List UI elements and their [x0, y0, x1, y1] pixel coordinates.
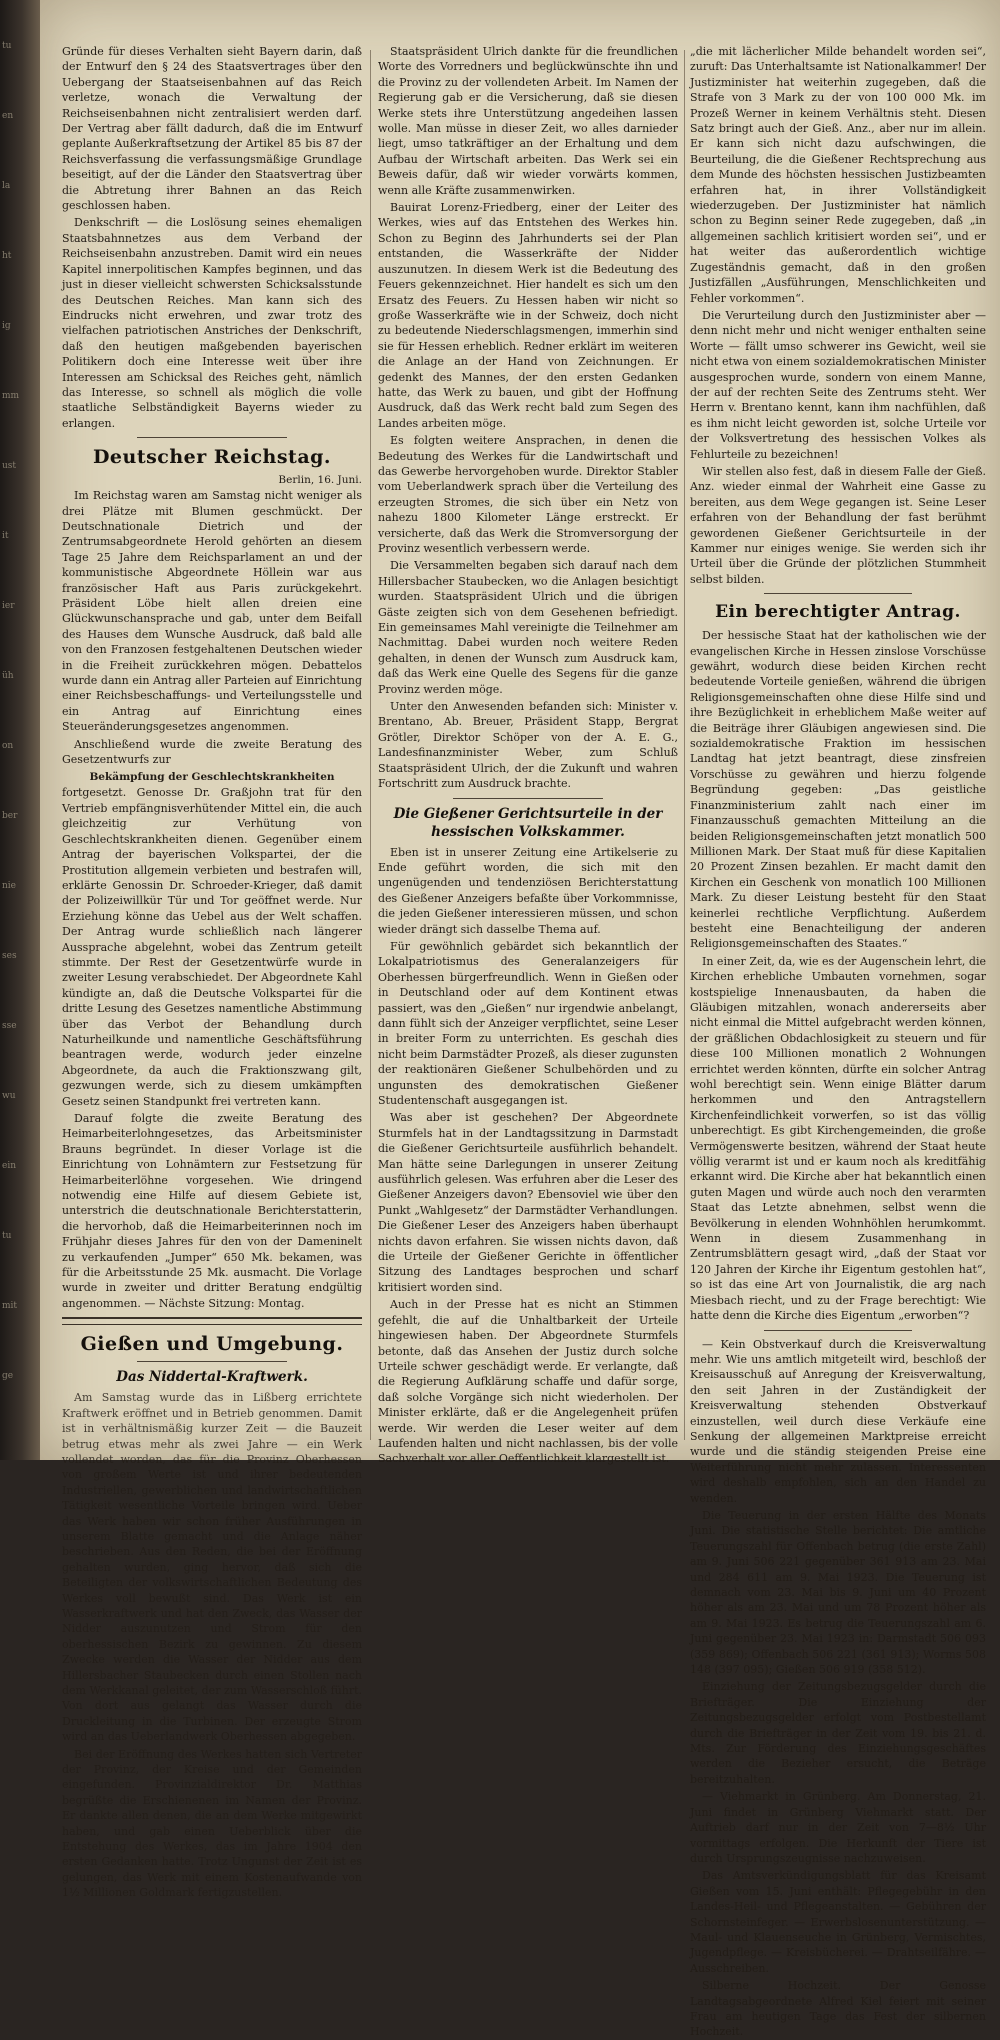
article-text: Die Versammelten begaben sich darauf nach dem Hillersbacher Staubecken, wo die Anlagen besichtigt wurden. Staatspräsident Ulrich und die übrigen Gäste zeigten sich von dem Gesehenen befriedigt. Ein gemeinsames Mahl vereinigte die Teilnehmer am Nachmittag. Dabei wurden noch weitere Reden gehalten, in denen der Wunsch zum Ausdruck kam, daß das Werk eine Quelle des Segens für die ganze Provinz werden möge. — [378, 559, 678, 696]
column-middle — [378, 44, 678, 1466]
spine-text-fragment: ge — [2, 1371, 14, 1381]
spine-text-fragment: ust — [2, 461, 17, 471]
subheading: Bekämpfung der Geschlechtskrankheiten — [89, 771, 335, 784]
article-text: Der hessische Staat hat der katholischen wie der evangelischen Kirche in Hessen zinslose Vorschüsse gewährt, wodurch diese beiden Kirchen recht bedeutende Vorteile genießen, während die übrigen Religionsgemeinschaften ohne diese Hilfe sind und ihre Bezüglichkeit in erheblichem Maße weiter auf die Beiträge ihrer Gläubigen angewiesen sind. Die sozialdemokratische Fraktion im hessischen Landtag hat jetzt beantragt, diese zinsfreien Vorschüsse zu gewähren und hierzu folgende Begründung gegeben: „Das geistliche Finanzministerium zahlt nach einer im Finanzausschuß gemachten Mitteilung an die beiden Religionsgemeinschaften jetzt monatlich 500 Millionen Mark. Der Staat muß für diese Kapitalien 20 Prozent Zinsen bezahlen. Er macht damit den Kirchen ein Geschenk von monatlich 100 Millionen Mark. Zu dieser Leistung besteht für den Staat keinerlei rechtliche Verpflichtung. Außerdem besteht eine Benachteiligung der anderen Religionsgemeinschaften des Staates.“ — [690, 629, 986, 951]
newspaper-page — [40, 0, 1000, 2039]
news-item: — Viehmarkt in Grünberg. Am Donnerstag, 21. Juni findet in Grünberg Viehmarkt statt. Der Auftrieb darf nur in der Zeit von 7—8½ Uhr vormittags erfolgen. Die Herkunft der Tiere ist durch Ursprungszeugnisse nachzuweisen. — [690, 1790, 986, 1865]
column-right — [690, 44, 986, 2039]
article-text: Bauirat Lorenz-Friedberg, einer der Leiter des Werkes, wies auf das Entstehen des Werkes hin. Schon zu Beginn des Jahrhunderts sei der Plan entstanden, die Wasserkräfte der Nidder auszunutzen. In diesem Werk ist die Bedeutung des Feuers gekennzeichnet. Hier handelt es sich um den Ersatz des Feuers. Zu Hessen haben wir nicht so große Wasserkräfte wie in der Schweiz, doch nicht zu bedeutende Niederschlagsmengen, immerhin sind sie für Hessen erheblich. Redner erklärt im weiteren die Anlage an der Hand von Zeichnungen. Er gedenkt des Mannes, der den ersten Gedanken hatte, das Werk zu bauen, und gibt der Hoffnung Ausdruck, daß das Werk recht bald zum Segen des Landes arbeiten möge. — [378, 201, 678, 430]
spine-text-fragment: nie — [2, 881, 17, 891]
separator — [137, 437, 287, 438]
spine-text-fragment: ht — [2, 251, 12, 261]
separator — [137, 1361, 287, 1362]
article-text: Gründe für dieses Verhalten sieht Bayern darin, daß der Entwurf den § 24 des Staatsvertrages über den Uebergang der Staatseisenbahnen auf das Reich verletze, wonach die Verwaltung der Reichseisenbahnen nicht zentralisiert werden darf. Der Vertrag aber fällt dadurch, daß die im Entwurf geplante Außerkraftsetzung der Artikel 85 bis 87 der Reichsverfassung die verfassungsmäßige Grundlage beseitigt, auf der die Länder den Staatsvertrag über die Abtretung ihrer Bahnen an das Reich geschlossen haben. — [62, 45, 362, 213]
spine-text-fragment: üh — [2, 671, 14, 681]
article-text: Anschließend wurde die zweite Beratung des Gesetzentwurfs zur — [62, 737, 362, 767]
section-heading-reichstag: Deutscher Reichstag. — [92, 446, 332, 469]
separator — [453, 798, 603, 799]
news-item: — Kein Obstverkauf durch die Kreisverwaltung mehr. Wie uns amtlich mitgeteilt wird, beschloß der Kreisausschuß auf Anregung der Kreisverwaltung, den seit Jahren in der Zuständigkeit der Kreisverwaltung stehenden Obstverkauf einzustellen, weil durch diese Verkäufe eine Senkung der allgemeinen Marktpreise erreicht wurde und die ständig steigenden Preise eine Weiterführung nicht mehr zulassen. Interessenten wird deshalb empfohlen, sich an den Handel zu wenden. — [690, 1337, 986, 1505]
article-text: Unter den Anwesenden befanden sich: Minister v. Brentano, Ab. Breuer, Präsident Stapp, Bergrat Grötler, Direktor Schöper von der A. E. G., Landesfinanzminister Weber, zum Schluß Staatspräsident Ulrich, der die Zukunft und wahren Fortschritt zum Ausdruck brachte. — [378, 700, 678, 791]
article-heading-nidder: Das Niddertal-Kraftwerk. — [116, 1369, 308, 1386]
spine-text-fragment: it — [2, 531, 9, 541]
article-text: „die mit lächerlicher Milde behandelt worden sei“, zuruft: Das Unterhaltsamte ist Nationalkammer! Der Justizminister hat weiterhin zugegeben, daß die Strafe von 3 Mark zu der von 100 000 Mk. im Prozeß Werner in keinem Verhältnis steht. Diesen Satz bringt auch der Gieß. Anz., aber nur im allein. Er kann sich nicht dazu aufschwingen, die Beurteilung, die die Gießener Rechtsprechung aus dem Munde des höchsten hessischen Justizbeamten erfahren hat, in ihrer Vollständigkeit wiederzugeben. Der Justizminister hat nämlich schon zu Beginn seiner Rede zugegeben, daß „in allgemeinen sachlich kritisiert worden sei“, und er hat weiter das außerordentlich wichtige Zugeständnis gemacht, daß in den großen Justizfällen „Ausführungen, Menschlichkeiten und Fehler vorkommen“. — [690, 45, 986, 305]
dateline: Berlin, 16. Juni. — [278, 474, 362, 487]
article-text: In einer Zeit, da, wie es der Augenschein lehrt, die Kirchen erhebliche Umbauten vornehmen, sogar kostspielige Innenausbauten, da haben die Gläubigen mitzahlen, wonach andererseits aber nicht einmal die Mittel aufgebracht werden können, der gräßlichen Obdachlosigkeit zu steuern und für diese 100 Millionen monatlich 2 Wohnungen errichtet werden könnten, dürfte ein solcher Antrag wohl berechtigt sein. Wenn einige Blätter darum herkommen und den Antragstellern Kirchenfeindlichkeit vorwerfen, so ist das völlig unberechtigt. Es gibt Kirchengemeinden, die große Vermögenswerte besitzen, während der Staat heute völlig verarmt ist und er kaum noch als kreditfähig erkannt wird. Die Kirche aber hat bekanntlich einen guten Magen und würde auch noch den verarmten Staat das Letzte abnehmen, selbst wenn die Bevölkerung in elenden Wohnhöhlen herumkommt. Wenn in diesem Zusammenhang in Zentrumsblättern gesagt wird, „daß der Staat vor 120 Jahren der Kirche ihr Eigentum gestohlen hat“, so ist das eine Art von Journalistik, die arg nach Miesbach riecht, und zu der Frage berechtigt: Wie hatte denn die Kirche dies Eigentum „erworben“? — [690, 954, 986, 1323]
article-text: Staatspräsident Ulrich dankte für die freundlichen Worte des Vorredners und beglückwünschte ihn und die Provinz zu der vollendeten Arbeit. Im Namen der Regierung gab er die Versicherung, daß sie diesen Werke stets ihre Unterstützung angedeihen lassen wolle. Man müsse in dieser Zeit, wo alles darnieder liegt, umso tatkräftiger an der Erhaltung und dem Aufbau der Wirtschaft arbeiten. Das Werk sei ein Beweis dafür, daß wir wieder vorwärts kommen, wenn alle Kräfte zusammenwirken. — [378, 45, 678, 197]
article-text: Denkschrift — die Loslösung seines ehemaligen Staatsbahnnetzes aus dem Verband der Reichseisenbahn anzustreben. Damit wird ein neues Kapitel innerpolitischen Kampfes beginnen, und das just in dieser vielleicht schwersten Schicksalsstunde des Deutschen Reiches. Man kann sich des Eindrucks nicht erwehren, und zwar trotz des vielfachen patriotischen Anstriches der Denkschrift, daß den heutigen maßgebenden bayerischen Politikern doch eine Interesse weit über ihre Interessen am Schicksal des Reiches geht, nämlich das Interesse, so schnell als möglich die volle staatliche Selbständigkeit Bayerns wieder zu erlangen. — [62, 216, 362, 430]
article-text: Wir stellen also fest, daß in diesem Falle der Gieß. Anz. wieder einmal der Wahrheit eine Gasse zu bereiten, aus dem Wege gegangen ist. Seine Leser erfahren von der Behandlung der fast berühmt gewordenen Gießener Gerichtsurteile in der Kammer nur einiges wenige. Sie werden sich ihr Urteil über die Gründe der plötzlichen Stummheit selbst bilden. — [690, 464, 986, 586]
spine-text-fragment: tu — [2, 41, 12, 51]
spine-text-fragment: wu — [2, 1091, 16, 1101]
spine-text-fragment: mit — [2, 1301, 18, 1311]
section-heading-antrag: Ein berechtigter Antrag. — [715, 602, 961, 623]
news-item: Das Amtsverkündigungsblatt für das Kreisamt Gießen vom 15. Juni enthält: Pflegegebühr in den Landes-Heil- und Pflegeanstalten. — Gebühren der Schornsteinfeger. — Erwerbslosenunterstützung. — Maul- und Klauenseuche in Grünberg, Vermischtes, Jugendpflege. — Kreisbücherei. — Drahtseilfähre. — Ausschreiben. — [690, 1869, 986, 1975]
article-heading-urteile: Die Gießener Gerichtsurteile in der hessischen Volkskammer. — [393, 805, 663, 840]
spine-text-fragment: ig — [2, 321, 11, 331]
article-text: Was aber ist geschehen? Der Abgeordnete Sturmfels hat in der Landtagssitzung in Darmstadt die Gießener Gerichtsurteile ausführlich behandelt. Man hätte seine Darlegungen in unserer Zeitung ausführlich gelesen. Was erfuhren aber die Leser des Gießener Anzeigers davon? Ebensoviel wie über den Punkt „Wahlgesetz“ der Darmstädter Verhandlungen. Die Gießener Leser des Anzeigers haben überhaupt nichts davon erfahren. Sie wissen nichts davon, daß die Urteile der Gießener Gerichte in öffentlicher Sitzung des Landtages besprochen und scharf kritisiert worden sind. — [378, 1111, 678, 1294]
spine-text-fragment: ier — [2, 601, 15, 611]
spine-text-fragment: ber — [2, 811, 18, 821]
section-heading-giessen: Gießen und Umgebung. — [80, 1333, 344, 1356]
column-divider — [370, 50, 371, 1440]
separator — [764, 593, 912, 594]
article-text: Im Reichstag waren am Samstag nicht weniger als drei Plätze mit Blumen geschmückt. Der Deutschnationale Dietrich und der Zentrumsabgeordnete Herold gehörten an diesem Tage 25 Jahre dem Reichsparlament an und der kommunistische Abgeordnete Höllein war aus französischer Haft aus Paris zurückgekehrt. Präsident Löbe hielt allen dreien eine Glückwunschansprache und gab, unter dem Beifall des Hauses dem Wunsche Ausdruck, daß bald alle von den Franzosen festgehaltenen Deutschen wieder in die Freiheit zurückkehren mögen. Debattelos wurde dann ein Antrag aller Parteien auf Einrichtung einer Reichsbeschaffungs- und Verteilungsstelle und ein Antrag auf Einrichtung eines Steueränderungsgesetzes angenommen. — [62, 489, 362, 734]
news-item: Silberne Hochzeit. Der Genosse Landtagsabgeordnete Alfred Kiel feiert mit seiner Frau am heutigen Tage das Fest der silbernen Hochzeit. — [690, 1979, 986, 2039]
spine-text-fragment: sse — [2, 1021, 17, 1031]
article-text: Die Verurteilung durch den Justizminister aber — denn nicht mehr und nicht weniger enthalten seine Worte — fällt umso schwerer ins Gewicht, weil sie nicht etwa von einem sozialdemokratischen Minister ausgesprochen wurde, sondern von einem Manne, der auf der rechten Seite des Zentrums steht. Wer Herrn v. Brentano kennt, kann ihm nachfühlen, daß es ihm nicht leicht geworden ist, solche Urteile vor der Volksvertretung des hessischen Volkes als Fehlurteile zu bezeichnen! — [690, 308, 986, 461]
spine-text-fragment: en — [2, 111, 14, 121]
article-text: Es folgten weitere Ansprachen, in denen die Bedeutung des Werkes für die Landwirtschaft und das Gewerbe hervorgehoben wurde. Direktor Stabler vom Ueberlandwerk sprach über die Verteilung des erzeugten Stromes, die sich über ein Netz von nahezu 1800 Kilometer Länge erstreckt. Er versicherte, daß das Werk die Stromversorgung der Provinz wesentlich verbessern werde. — [378, 434, 678, 555]
book-spine-edge — [0, 0, 40, 1460]
article-text: Auch in der Presse hat es nicht an Stimmen gefehlt, die auf die Unhaltbarkeit der Urteile hingewiesen haben. Der Abgeordnete Sturmfels betonte, daß das Ansehen der Justiz durch solche Urteile schwer geschädigt werde. Er verlangte, daß die Regierung Aufklärung schaffe und dafür sorge, daß solche Vorgänge sich nicht wiederholen. Der Minister erklärte, daß er die Angelegenheit prüfen werde. Wir werden die Leser weiter auf dem Laufenden halten und nicht nachlassen, bis der volle Sachverhalt vor aller Oeffentlichkeit klargestellt ist. — [378, 1298, 678, 1466]
separator — [764, 1330, 912, 1331]
article-text: Für gewöhnlich gebärdet sich bekanntlich der Lokalpatriotismus des Generalanzeigers für Oberhessen bürgerfreundlich. Wenn in Gießen oder in Deutschland oder auf dem Kontinent etwas passiert, was den „Gießen“ nur irgendwie anbelangt, dann fühlt sich der Anzeiger verpflichtet, seine Leser in breiter Form zu unterrichten. Es geschah dies nicht beim Darmstädter Prozeß, als dieser zugunsten der reaktionären Gießener Schulbehörden und zu ungunsten des demokratischen Gießener Studentenschaft ausgegangen ist. — [378, 939, 678, 1107]
column-divider — [684, 50, 685, 1440]
spine-text-fragment: ein — [2, 1161, 17, 1171]
spine-text-fragment: tu — [2, 1231, 12, 1241]
news-item: Einziehung der Zeitungsbezugsgelder durch die Briefträger. Die Einziehung der Zeitungsbezugsgelder erfolgt vom Postbestellamt durch die Briefträger in der Zeit vom 19. bis 21. d. Mts. Zur Förderung des Einziehungsgeschäftes werden die Bezieher ersucht, die Beträge bereitzuhalten. — [690, 1680, 986, 1786]
spine-text-fragment: ses — [2, 951, 17, 961]
article-text: Darauf folgte die zweite Beratung des Heimarbeiterlohngesetzes, das Arbeitsminister Brauns begründet. In dieser Vorlage ist die Einrichtung von Lohnämtern zur Festsetzung für Heimarbeiterlöhne vorgesehen. Wie dringend notwendig eine Hilfe auf diesem Gebiete ist, unterstrich die deutschnationale Berichterstatterin, die hervorhob, daß die Heimarbeiterinnen noch im Frühjahr dieses Jahres für den von der Dameninelt zu verkaufenden „Jumper“ 650 Mk. bekamen, was für die Arbeitsstunde 25 Mk. ausmacht. Die Vorlage wurde in zweiter und dritter Beratung endgültig angenommen. — Nächste Sitzung: Montag. — [62, 1112, 362, 1310]
article-text: Am Samstag wurde das in Lißberg errichtete Kraftwerk eröffnet und in Betrieb genommen. Damit ist in verhältnismäßig kurzer Zeit — die Bauzeit betrug etwas mehr als zwei Jahre — ein Werk vollendet worden, das für die Provinz Oberhessen von großem Werte ist und ihrer bedeutenden Industriellen, gewerblichen und landwirtschaftlichen Tätigkeit wesentliche Vorteile bringen wird. Ueber das Werk haben wir schon früher Ausführungen in unserem Blatte gemacht und die Anlage näher beschrieben. Aus den Reden, die bei der Eröffnung gehalten wurden, ging hervor, daß sich die Beteiligten der volkswirtschaftlichen Bedeutung des Werkes voll bewußt sind. Das Werk ist ein Wasserkraftwerk und hat den Zweck, das Wasser der Nidder auszunutzen und Strom für den oberhessischen Bezirk zu gewinnen. Zu diesem Zwecke werden die Wasser der Nidder aus dem Hillersbacher Staubecken durch einen Stollen nach dem Werkkanal geleitet, der zum Wasserschloß führt. Von dort aus gelangt das Wasser durch die Druckleitung in die Turbinen. Der erzeugte Strom wird an das Ueberlandwerk Oberhessen abgegeben. — [62, 1391, 363, 1744]
spine-text-fragment: mm — [2, 391, 20, 401]
spine-text-fragment: la — [2, 181, 11, 191]
news-item: Die Teuerung in der ersten Hälfte des Monats Juni. Die statistische Stelle berichtet: Die amtliche Teuerungszahl für Offenbach betrug (die erste Zahl) am 9. Juni 506 221 gegenüber 361 913 am 23. Mai und 284 611 am 9. Mai 1923. Die Teuerung ist demnach vom 23. Mai bis 9. Juni um 40 Prozent höher als am 23. Mai und um 78 Prozent höher als am 9. Mai 1923. Es betrug die Teuerungszahl am 6. Juni gegenüber 23. Mai 1923 in: Darmstadt 506 093 (359 869); Offenbach 506 221 (361 913); Worms 508 148 (397 095); Gießen 506 919 (358 512). — [690, 1508, 986, 1677]
article-text: fortgesetzt. Genosse Dr. Graßjohn trat für den Vertrieb empfängnisverhütender Mittel ein, die auch gleichzeitig zur Verhütung von Geschlechtskrankheiten dienen. Gegenüber einem Antrag der bayerischen Volkspartei, der die Prostitution allgemein verbieten und bestrafen will, erklärte Genossin Dr. Schroeder-Krieger, daß damit der Polizeiwillkür Tür und Tor geöffnet werde. Nur Erziehung könne das Uebel aus der Welt schaffen. Der Antrag wurde schließlich nach längerer Aussprache abgelehnt, wobei das Zentrum geteilt stimmte. Der Rest der Gesetzentwürfe wurde in zweiter Lesung verabschiedet. Der Abgeordnete Kahl kündigte an, daß die Deutsche Volkspartei für die dritte Lesung des Gesetzes namentliche Abstimmung über das Verbot der Behandlung durch Naturheilkunde und namentliche Geschäftsführung beantragen werde, wodurch jeder einzelne Abgeordnete, da auch die Fraktionszwang gilt, gezwungen werde, sich zu diesem umkämpften Gesetz seinen Standpunkt frei vertreten kann. — [62, 786, 362, 1108]
section-rule — [62, 1317, 362, 1325]
article-text: Bei der Eröffnung des Werkes hatten sich Vertreter der Provinz, der Kreise und der Gemeinden eingefunden. Provinzialdirektor Dr. Matthias begrüßte die Erschienenen im Namen der Provinz. Er dankte allen denen, die an dem Werke mitgewirkt haben, und gab einen Ueberblick über die Entstehung des Werkes, das im Jahre 1904 den ersten Gedanken hatte. Trotz Ungunst der Zeit ist es gelungen, das Werk mit einem Kostenaufwande von 1½ Millionen Goldmark fertigzustellen. — [62, 1747, 362, 1900]
spine-text-fragment: on — [2, 741, 14, 751]
article-text: Eben ist in unserer Zeitung eine Artikelserie zu Ende geführt worden, die sich mit den ungenügenden und tendenziösen Berichterstattung des Gießener Anzeigers befaßte über Vorkommnisse, die jeden Gießener interessieren müssen, und schon wieder drängt sich dasselbe Thema auf. — [378, 845, 678, 936]
column-left — [62, 44, 363, 1900]
